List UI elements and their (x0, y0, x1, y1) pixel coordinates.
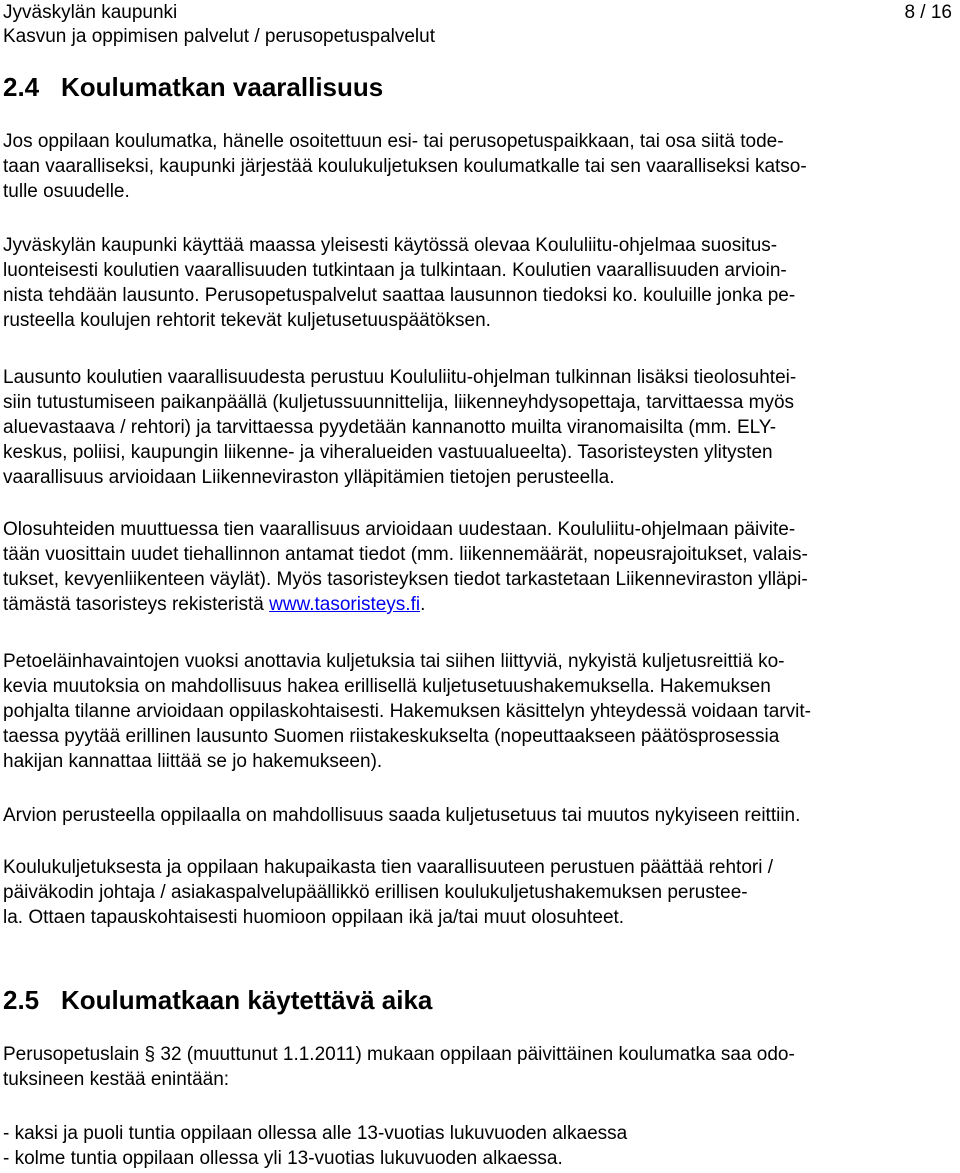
paragraph-line: Koulukuljetuksesta ja oppilaan hakupaikasta tien vaarallisuuteen perustuen päättää rehtori / (3, 857, 774, 878)
paragraph-7 (3, 855, 959, 930)
paragraph-line: Perusopetuslain § 32 (muuttunut 1.1.2011) mukaan oppilaan päivittäinen koulumatka saa odo- (3, 1044, 795, 1065)
paragraph-line: Lausunto koulutien vaarallisuudesta perustuu Koululiitu-ohjelman tulkinnan lisäksi tieolosuhtei- (3, 367, 797, 388)
page-number: 8 / 16 (904, 2, 952, 23)
paragraph-8 (3, 1042, 959, 1092)
paragraph-line: Jyväskylän kaupunki käyttää maassa yleisesti käytössä olevaa Koululiitu-ohjelmaa suositus- (3, 235, 778, 256)
paragraph-line: tään vuosittain uudet tiehallinnon antamat tiedot (mm. liikennemäärät, nopeusrajoitukset, valais- (3, 544, 808, 565)
paragraph-line: pohjalta tilanne arvioidaan oppilaskohtaisesti. Hakemuksen käsittelyn yhteydessä voidaan tarvit- (3, 701, 811, 722)
paragraph-3 (3, 365, 959, 490)
paragraph-6 (3, 803, 959, 828)
paragraph-line: päiväkodin johtaja / asiakaspalvelupäällikkö erillisen koulukuljetushakemuksen perustee- (3, 882, 748, 903)
paragraph-line: keskus, poliisi, kaupungin liikenne- ja viheralueiden vastuualueelta). Tasoristeysten ylitysten (3, 442, 773, 463)
paragraph-2 (3, 233, 959, 333)
paragraph-5 (3, 649, 959, 774)
paragraph-line: luonteisesti koulutien vaarallisuuden tutkintaan ja tulkintaan. Koulutien vaarallisuuden arvioin- (3, 260, 787, 281)
list-item: - kolme tuntia oppilaan ollessa yli 13-vuotias lukuvuoden alkaessa. (3, 1148, 563, 1169)
section-number: 2.4 (3, 72, 40, 102)
paragraph-line: Jos oppilaan koulumatka, hänelle osoitettuun esi- tai perusopetuspaikkaan, tai osa siitä tode- (3, 131, 784, 152)
paragraph-line: aluevastaava / rehtori) ja tarvittaessa pyydetään kannanotto muilta viranomaisilta (mm. ELY- (3, 417, 777, 438)
paragraph-4 (3, 517, 959, 617)
section-title: Koulumatkan vaarallisuus (61, 72, 384, 102)
header-organization: Jyväskylän kaupunki (3, 2, 178, 23)
section-heading-2-5 (3, 985, 432, 1016)
tasoristeys-link[interactable]: www.tasoristeys.fi (269, 594, 421, 615)
line-text: tämästä tasoristeys rekisteristä (3, 594, 270, 615)
paragraph-line: vaarallisuus arvioidaan Liikenneviraston ylläpitämien tietojen perusteella. (3, 467, 615, 488)
paragraph-line: tukset, kevyenliikenteen väylät). Myös tasoristeyksen tiedot tarkastetaan Liikenneviraston ylläpi- (3, 569, 808, 590)
paragraph-line: Petoeläinhavaintojen vuoksi anottavia kuljetuksia tai siihen liittyviä, nykyistä kuljetusreittiä ko- (3, 651, 785, 672)
paragraph-line: taan vaaralliseksi, kaupunki järjestää koulukuljetuksen koulumatkalle tai sen vaaralliseksi katso- (3, 156, 807, 177)
paragraph-line: hakijan kannattaa liittää se jo hakemukseen). (3, 751, 383, 772)
paragraph-line: taessa pyytää erillinen lausunto Suomen riistakeskukselta (nopeuttaakseen päätösprosessia (3, 726, 780, 747)
section-title: Koulumatkaan käytettävä aika (61, 985, 433, 1015)
paragraph-line: Olosuhteiden muuttuessa tien vaarallisuus arvioidaan uudestaan. Koululiitu-ohjelmaan päivite- (3, 519, 796, 540)
paragraph-line: Arvion perusteella oppilaalla on mahdollisuus saada kuljetusetuus tai muutos nykyiseen reittiin. (3, 805, 801, 826)
paragraph-line: la. Ottaen tapauskohtaisesti huomioon oppilaan ikä ja/tai muut olosuhteet. (3, 907, 625, 928)
paragraph-line: tuksineen kestää enintään: (3, 1069, 230, 1090)
paragraph-line (3, 592, 959, 617)
line-text: . (420, 594, 426, 615)
paragraph-line: nista tehdään lausunto. Perusopetuspalvelut saattaa lausunnon tiedoksi ko. kouluille jonka pe- (3, 285, 796, 306)
paragraph-line: tulle osuudelle. (3, 181, 130, 202)
paragraph-line: kevia muutoksia on mahdollisuus hakea erillisellä kuljetusetuushakemuksella. Hakemuksen (3, 676, 771, 697)
bullet-list (3, 1121, 959, 1171)
paragraph-line: rusteella koulujen rehtorit tekevät kuljetusetuuspäätöksen. (3, 310, 491, 331)
header-department: Kasvun ja oppimisen palvelut / perusopetuspalvelut (3, 26, 435, 47)
section-heading-2-4 (3, 72, 383, 103)
list-item: - kaksi ja puoli tuntia oppilaan ollessa alle 13-vuotias lukuvuoden alkaessa (3, 1123, 628, 1144)
section-number: 2.5 (3, 985, 40, 1015)
paragraph-1 (3, 129, 959, 204)
paragraph-line: siin tutustumiseen paikanpäällä (kuljetussuunnittelija, liikenneyhdysopettaja, tarvittaessa myös (3, 392, 795, 413)
page-header (3, 1, 435, 49)
